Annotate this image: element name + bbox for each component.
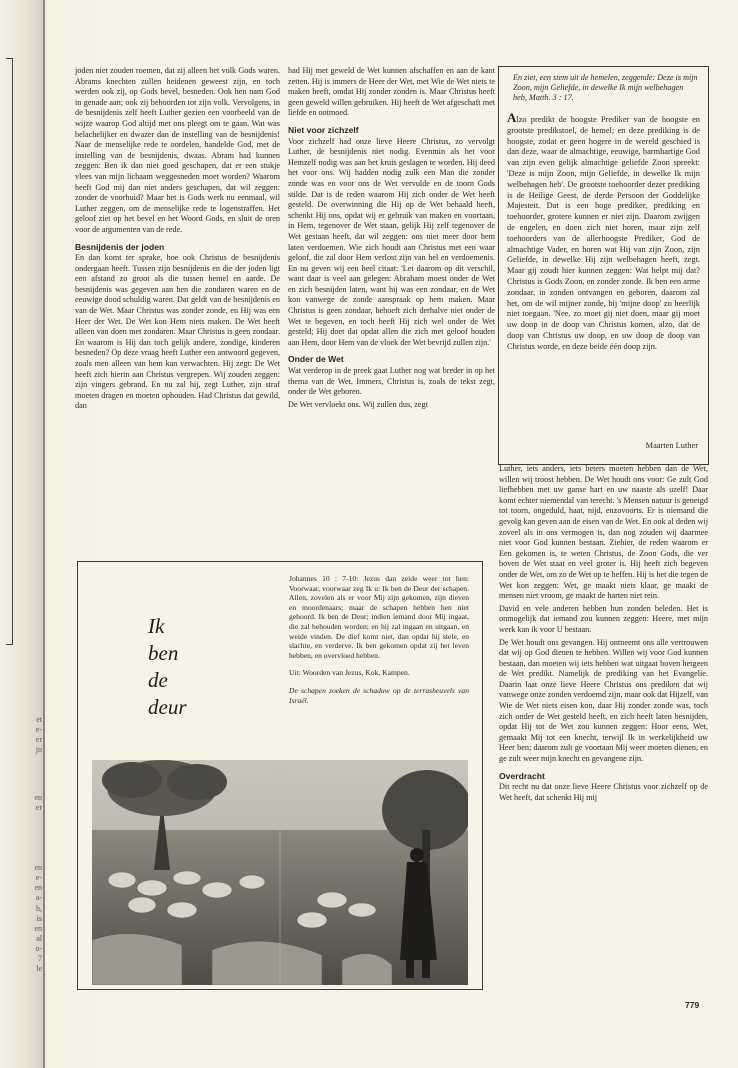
drop-cap: A	[507, 110, 517, 125]
fragment-line: en	[34, 883, 42, 892]
prev-page-fragment	[0, 863, 42, 903]
insert-title-line: de	[148, 668, 168, 692]
section-heading: Besnijdenis der joden	[75, 241, 165, 252]
article-column-3	[499, 464, 708, 805]
body-paragraph: Dit recht nu dat onze lieve Heere Christus voor zichzelf op de Wet heeft, dat schenkt Hij mij	[499, 782, 708, 802]
body-paragraph: Voor zichzelf had onze lieve Heere Christus, zo vervolgt Luther, de besnijdenis niet nodig. Evenmin als het voor Hemzelf nodig was aan het kruis geslagen te worden. Hij deed het voor ons. Wij hadden nodig zulk een Man die zonder zonde was en voor ons de Wet vervulde en de toorn Gods stilde. Dat is de reden waarom Hij zich onder de Wet heeft gesteld. De overwinning die Hij op de Wet behaald heeft, schenkt Hij ons, opdat wij er gebruik van maken en voortaan, in Hem, tegenover de Wet staan, gelijk Hij zelf tegenover de Wet gestaan heeft, dat wil zeggen: ons niet meer door hem laten verdoemen. Wie zich houdt aan Christus met een waar geloof, die zal door Hem verlost zijn van hel en verdoemenis. En nu geven wij een heel citaat: 'Let daarom op dit verschil, want daar is veel aan gelegen: Abraham moest onder de Wet en zich besnijden laten, want hij was een zondaar, en de Wet kon vanwege de zonde aanspraak op hem maken. Maar Christus is geen zondaar, behoeft zich derhalve niet onder de Wet te begeven, en toch heeft Hij zich wel onder de Wet gesteld; Hij doet dat opdat allen die zich met geloof houden aan Hem, door Hem van de vloek der Wet bevrijd zullen zijn.'	[288, 136, 495, 347]
fragment-line: er	[35, 735, 42, 744]
section-heading: Niet voor zichzelf	[288, 124, 359, 135]
fragment-line: h,	[36, 904, 42, 913]
fragment-line: er	[35, 803, 42, 812]
bible-passage: Johannes 10 : 7-10: Jezus dan zeide weer tot hen: Voorwaar, voorwaar zeg Ik u: Ik ben de Deur der schapen. Allen, zovelen als er voor Mij zijn gekomen, zijn dieven en moordenaars; maar de schapen hebben hen niet gehoord. Ik ben de Deur; indien iemand door Mij ingaat, die zal behouden worden; en hij zal ingaan en uitgaan, en weide vinden. De dief komt niet, dan opdat hij stele, en slachte, en verderve. Ik ben gekomen opdat zij het leven hebben, en overvloed hebben.	[289, 574, 469, 660]
section-heading: Overdracht	[499, 770, 545, 781]
prev-page-fragment	[0, 904, 42, 974]
insert-title-line: ben	[148, 641, 179, 665]
body-paragraph: De Wet vervloekt ons. Wij zullen dus, zegt	[288, 399, 428, 409]
fragment-line: 7	[38, 954, 42, 963]
body-paragraph: Wat verderop in de preek gaat Luther nog wat breder in op het thema van de Wet. Immers, Christus is, zoals de tekst zegt, onder de Wet geboren.	[288, 366, 495, 397]
quote-signature: Maarten Luther	[645, 441, 698, 450]
source-credit: Uit: Woorden van Jezus, Kok, Kampen.	[289, 668, 410, 678]
photo-caption: De schapen zoeken de schaduw op de terrasheuvels van Israël.	[289, 685, 469, 705]
fragment-line: en	[34, 793, 42, 802]
insert-title-line: Ik	[148, 614, 165, 638]
body-paragraph: had Hij met geweld de Wet kunnen afschaffen en aan de kant zetten. Hij is immers de Heer der Wet, met Wie de Wet niets te maken heeft, omdat Hij zonder zonden is. Maar Christus heeft geen geweld willen gebruiken. Hij heeft de Wet afgeschaft met liefde en ootmoed.	[288, 66, 495, 118]
fragment-line: et	[36, 715, 42, 724]
fragment-line: en	[34, 924, 42, 933]
luther-quote-box	[498, 66, 709, 465]
article-column-2	[288, 66, 495, 412]
article-column-1	[75, 66, 280, 414]
prev-page-fragment	[0, 715, 42, 755]
fragment-line: jn	[35, 745, 42, 754]
quote-text: lzo predikt de hoogste Prediker van de hoogste en grootste predikstoel, de hemel; en deze prediking is de hoogste, zodat er geen hogere in de wereld geschied is dan deze, waar de almachtige, eeuwige, barmhartige God van zijn even gelijk almachtige geliefde Zoon spreekt: 'Deze is mijn Zoon, mijn Geliefde, in dewelke Ik mijn welbehagen heb'. De grootste toehoorder dezer prediking is de Heilige Geest, de derde Persoon der Goddelijke Majesteit. Dat is een hoge prediker, prediking en toehoorder, grotere kunnen er niet zijn. Daarom zwijgen de engelen, en doen zich niet horen, maar zijn zelf toehoorders van de allerhoogste Prediker, God de almachtige Vader, en horen wat Hij van zijn Zoon, zijn Geliefde, in dewelke Hij zijn welbehagen heeft, zegt. Maar gij zoudt hier kunnen zeggen: Wat helpt mij dat? Christus is Gods Zoon, en zonder zonde. Ik ben een arme zondaar, in zonden ontvangen en geboren, daarom zal het, om de wil mijner zonde, bij 'mijne doop' zo heerlijk niet toegaan. 'Nee, zo moet gij niet doen, maar gij moet uw doop in de doop van Christus komen, alzo, dat de doop van Christus uw doop, en uw doop de doop van Christus worde, en deze beide één doop zijn.	[507, 115, 700, 351]
sheep-photo	[92, 760, 468, 985]
fragment-line: le	[36, 964, 42, 973]
body-paragraph: joden niet zouden roemen, dat zij alleen het volk Gods waren. Abrams knechten zullen heidenen geweest zijn, en toch werden ook zij, op Gods bevel, besneden. Ook hen nam God in genade aan; ook zij behoorden tot zijn volk. Vervolgens, in de besnijdenis zelf heeft Luther gezien een voorbeeld van de wijze waarop God altijd met ons pleegt om te gaan. Wat was belachelijker en dwazer dan de instelling van de besnijdenis! Naar de menselijke rede te oordelen, handelde God, met de instelling van de besnijdenis, dwaas. Abram had kunnen zeggen: Ben ik dan niet goed geschapen, dat er een stukje vlees van mijn lichaam weggesneden moet worden? Waarom heeft God mij dan niet anders geschapen, dat wil zeggen: zonder de voorhuid? Maar het is Gods werk nu eenmaal, wil Luther zeggen, om de menselijke rede te logenstraffen. Het geloof ziet op het bevel en het Woord Gods, en sluit de oren voor de argumenten van de rede.	[75, 66, 280, 234]
sheep-photo-illustration	[92, 760, 468, 985]
quote-body	[507, 110, 700, 353]
insert-title	[148, 613, 187, 721]
body-paragraph: Luther, iets anders, iets beters moeten hebben dan de Wet, willen wij troost hebben. De Wet houdt ons voor: Ge zult God liefhebben met uw ganse hart en uw naaste als uzelf! Daar komt echter niemendal van terecht. 's Mensen natuur is geneigd tot toorn, ongeduld, haat, nijd, enzovoorts. Er is niemand die gevolg kan geven aan de eisen van de Wet. En ook al deden wij zoveel als in ons vermogen is, dan nog zouden wij daarmee niet voor God kunnen bestaan. Ziehier, de reden waarom er Een gekomen is, te weten Christus, de Zoon Gods, die ver boven de Wet staat en veel groter is. Hij heeft zich begeven onder de Wet, om zo de Wet op te heffen. Hij is het die tegen de Wet kon zeggen: Wet, ge maakt niets klaar, ge maakt de mensen niet vroom, ge maakt de harten niet rein.	[499, 464, 708, 601]
section-heading: Onder de Wet	[288, 354, 344, 365]
insert-title-line: deur	[148, 695, 187, 719]
margin-bracket	[6, 58, 13, 645]
fragment-line: al	[36, 934, 42, 943]
body-paragraph: David en vele anderen hebben hun zonden beleden. Het is onmogelijk dat iemand zou kunnen zeggen: Heere, met mijn werk kan ik voor U bestaan.	[499, 603, 708, 634]
fragment-line: a-	[35, 893, 42, 902]
fragment-line: is	[36, 914, 42, 923]
fragment-line: e-	[35, 725, 42, 734]
page-number: 779	[685, 1000, 700, 1010]
fragment-line: e-	[35, 873, 42, 882]
insert-text	[289, 574, 469, 713]
prev-page-fragment	[0, 793, 42, 813]
fragment-line: en	[34, 863, 42, 872]
quote-scripture-lead: En ziet, een stem uit de hemelen, zeggende: Deze is mijn Zoon, mijn Geliefde, in dewelke Ik mijn welbehagen heb, Matth. 3 : 17.	[513, 73, 698, 102]
body-paragraph: De Wet houdt ons gevangen. Hij ontneemt ons alle vertrouwen dat wij op God dienen te hebben. Willen wij voor God kunnen bestaan, dan moeten wij iets hebben wat uitgaat boven hetgeen de Wet predikt. Namelijk de prediking van het Evangelie. Daarin laat onze lieve Heere Christus ons prediken dat wij vanwege onze zonden verdoemd zijn, maar ook dat Hijzelf, van Wie de Wet niets eisen kon, daar Hij zonder zonde was, toch zich onder de Wet gesteld heeft, en zich heeft laten besnijden, opdat Hij tot de Wet zou kunnen zeggen: Hoor eens, Wet, gemaakt Mij tot een knecht, terwijl Ik in werkelijkheid uw Heer ben; daarom zult ge voortaan Mij weer moeten dienen, en ge zult weer mijn knecht en gevangene zijn.	[499, 637, 708, 764]
fragment-line: o-	[35, 944, 42, 953]
body-paragraph: En dan komt ter sprake, hoe ook Christus de besnijdenis ondergaan heeft. Tussen zijn besnijdenis en die der joden ligt een afstand zo groot als die tussen hemel en aarde. De besnijdenis was gegeven aan hen die zondaren waren en de eeuwige dood schuldig waren. Dat geldt van de besnijdenis en van de Wet. Maar Christus was zonder zonde, en Hij was een Heer der Wet. De Wet kon Hem niets maken. De Wet heeft alleen van doen met zondaren. Maar Christus is geen zondaar. En waarom is Hij dan toch gelijk andere, zondige, kinderen besneden? Op deze vraag heeft Luther een antwoord gegeven, zoals men alleen van hem kan verwachten. Hij zegt: De Wet heeft zich hierin aan Christus vergrepen. Wij zouden zeggen: zijn vingers gebrand. En nu zal hij, zegt Luther, zijn straf moeten dragen en moeten ophouden. Had Christus dat gewild, dan	[75, 253, 280, 411]
sidebar-insert	[77, 561, 483, 990]
